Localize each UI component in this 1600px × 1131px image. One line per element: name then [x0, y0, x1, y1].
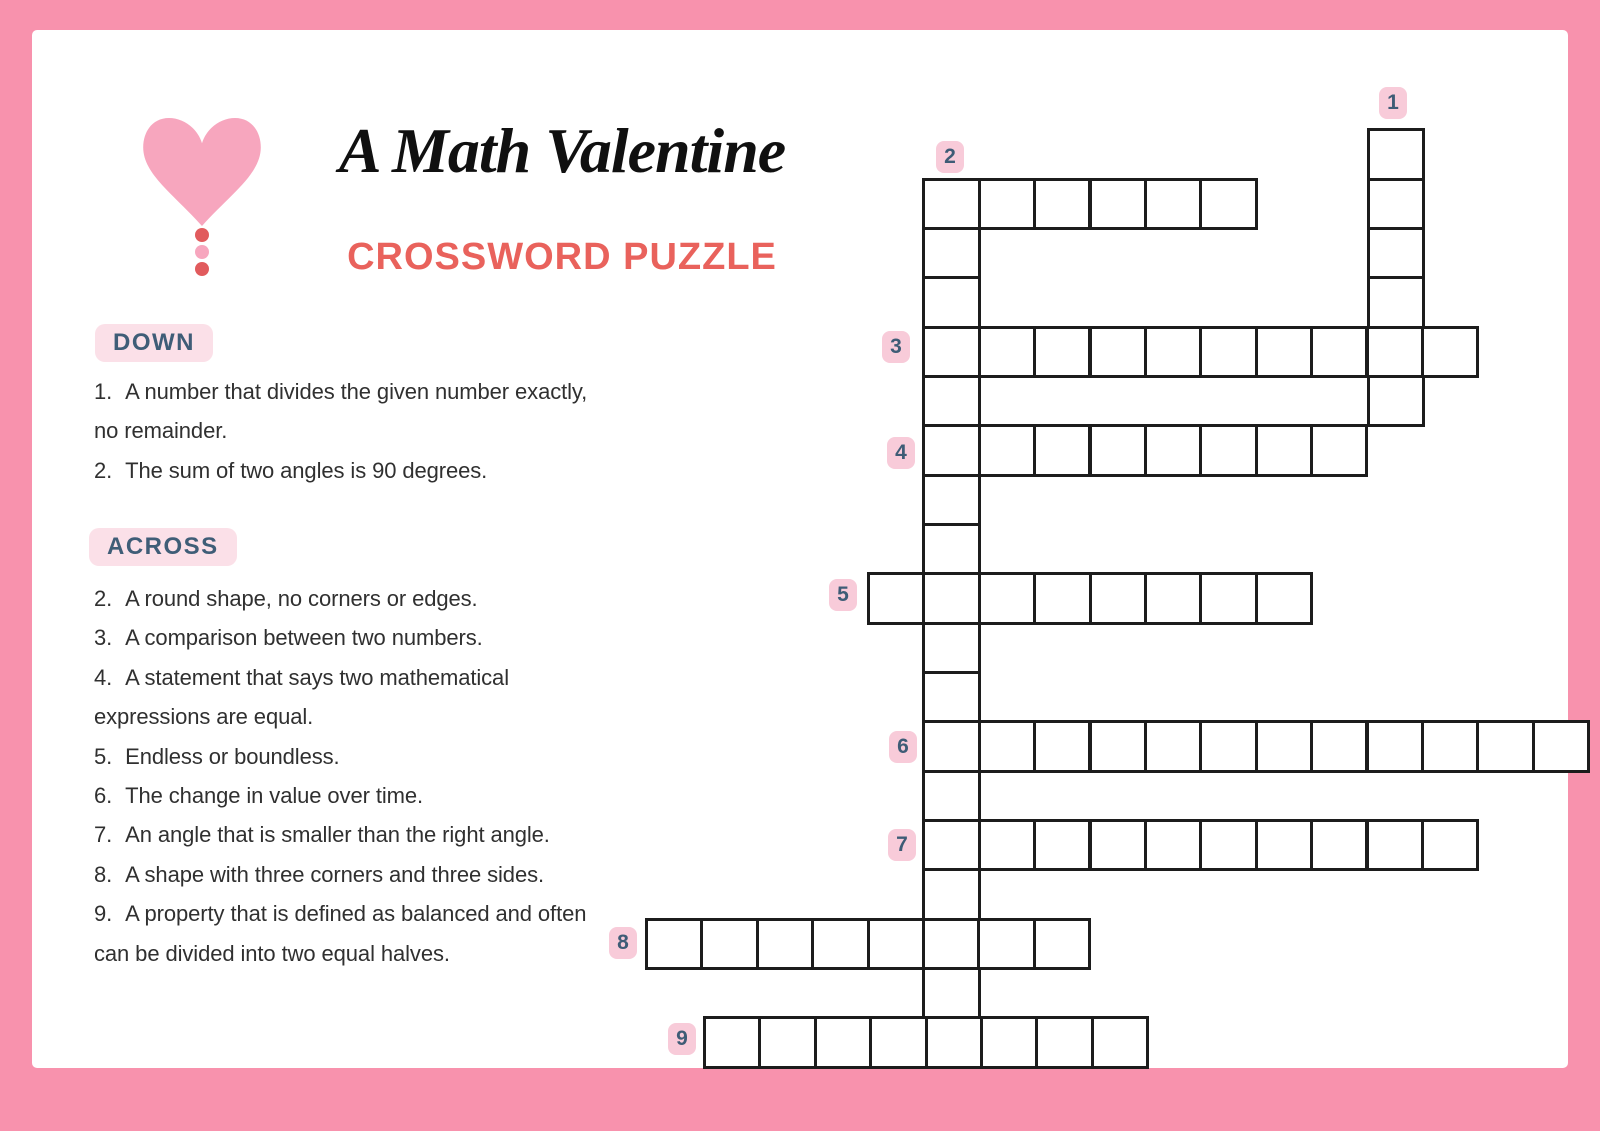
across-9-row-cell: [980, 1016, 1038, 1068]
across-7-row-cell: [1421, 819, 1479, 871]
across-3-row-cell: [1089, 326, 1147, 378]
clue-badge-9: 9: [668, 1023, 696, 1055]
down-section-header: DOWN: [95, 324, 213, 362]
across-6-row-cell: [1476, 720, 1534, 772]
across-3-row-cell: [922, 326, 980, 378]
across-5-row-cell: [978, 572, 1036, 624]
down-2-column-cell: [922, 276, 980, 328]
down-2-column-cell: [922, 227, 980, 279]
across-9-row-cell: [869, 1016, 927, 1068]
across-4-row-cell: [1033, 424, 1091, 476]
clue-number: 9.: [94, 901, 113, 927]
across-7-row-cell: [1366, 819, 1424, 871]
clue-badge-1: 1: [1379, 87, 1407, 119]
across-clue-7: [94, 815, 599, 854]
down-1-column-cell: [1367, 227, 1425, 279]
across-8-row-cell: [922, 918, 980, 970]
across-6-row-cell: [1532, 720, 1590, 772]
down-2-column-cell: [922, 868, 980, 920]
down-1-column-cell: [1367, 375, 1425, 427]
across-3-row-cell: [1199, 326, 1257, 378]
across-6-row-cell: [1144, 720, 1202, 772]
clue-number: 1.: [94, 379, 113, 404]
clue-text: The sum of two angles is 90 degrees.: [125, 457, 488, 483]
clue-number: 6.: [94, 783, 113, 809]
across-6-row-cell: [1199, 720, 1257, 772]
across-4-row-cell: [1089, 424, 1147, 476]
across-5-row-cell: [1089, 572, 1147, 624]
across-7-row-cell: [1144, 819, 1202, 871]
across-3-row-cell: [1255, 326, 1313, 378]
across-9-row-cell: [758, 1016, 816, 1068]
across-4-row-cell: [1199, 424, 1257, 476]
clue-badge-3: 3: [882, 331, 910, 363]
clue-number: 7.: [94, 822, 113, 848]
across-4-row-cell: [1310, 424, 1368, 476]
across-5-row-cell: [1199, 572, 1257, 624]
heart-icon: [142, 116, 262, 228]
clue-badge-5: 5: [829, 579, 857, 611]
across-clue-3: [94, 618, 599, 657]
down-2-column-cell: [922, 375, 980, 427]
clue-text: A number that divides the given number exactly, no remainder.: [94, 379, 588, 444]
clue-text: A statement that says two mathematical expressions are equal.: [94, 664, 509, 730]
down-2-column-cell: [922, 474, 980, 526]
clue-text: Endless or boundless.: [125, 743, 340, 769]
across-clue-6: [94, 776, 599, 815]
clue-badge-4: 4: [887, 437, 915, 469]
clue-number: 3.: [94, 625, 113, 651]
across-9-row-cell: [1091, 1016, 1149, 1068]
across-2-row-cell: [922, 178, 980, 230]
across-4-row-cell: [978, 424, 1036, 476]
across-9-row-cell: [925, 1016, 983, 1068]
across-6-row-cell: [1310, 720, 1368, 772]
down-clue-list: [94, 372, 599, 490]
across-7-row-cell: [922, 819, 980, 871]
clue-text: A round shape, no corners or edges.: [125, 586, 478, 611]
across-6-row-cell: [1089, 720, 1147, 772]
across-8-row-cell: [756, 918, 814, 970]
across-6-row-cell: [978, 720, 1036, 772]
clue-text: The change in value over time.: [125, 783, 423, 809]
down-2-column-cell: [922, 967, 980, 1019]
down-2-column-cell: [922, 671, 980, 723]
dot-icon: [195, 262, 209, 276]
down-2-column-cell: [922, 523, 980, 575]
across-7-row-cell: [978, 819, 1036, 871]
clue-text: A comparison between two numbers.: [125, 625, 483, 651]
across-4-row-cell: [922, 424, 980, 476]
across-6-row-cell: [1033, 720, 1091, 772]
across-7-row-cell: [1255, 819, 1313, 871]
across-7-row-cell: [1033, 819, 1091, 871]
across-5-row-cell: [1144, 572, 1202, 624]
across-6-row-cell: [1255, 720, 1313, 772]
across-7-row-cell: [1310, 819, 1368, 871]
across-5-row-cell: [1255, 572, 1313, 624]
across-4-row-cell: [1144, 424, 1202, 476]
across-clue-9: [94, 894, 599, 973]
across-7-row-cell: [1089, 819, 1147, 871]
dot-icon: [195, 245, 209, 259]
across-section-header: ACROSS: [89, 528, 237, 566]
clue-text: An angle that is smaller than the right angle.: [125, 822, 550, 848]
across-6-row-cell: [1421, 720, 1479, 772]
across-8-row-cell: [977, 918, 1035, 970]
page-title: A Math Valentine: [338, 115, 786, 186]
across-6-row-cell: [1366, 720, 1424, 772]
across-2-row-cell: [1033, 178, 1091, 230]
across-6-row-cell: [922, 720, 980, 772]
clue-text: A shape with three corners and three sides.: [125, 861, 544, 887]
dot-icon: [195, 228, 209, 242]
clue-text: A property that is defined as balanced and often can be divided into two equal halves.: [94, 901, 587, 966]
down-clue-2: [94, 451, 599, 490]
across-9-row-cell: [814, 1016, 872, 1068]
clue-number: 4.: [94, 664, 113, 690]
across-3-row-cell: [1421, 326, 1479, 378]
down-1-column-cell: [1367, 178, 1425, 230]
across-clue-4: [94, 658, 599, 737]
across-3-row-cell: [1366, 326, 1424, 378]
across-2-row-cell: [978, 178, 1036, 230]
down-1-column-cell: [1367, 128, 1425, 180]
down-clue-1: [94, 372, 599, 451]
down-2-column-cell: [922, 770, 980, 822]
across-3-row-cell: [1310, 326, 1368, 378]
across-9-row-cell: [1035, 1016, 1093, 1068]
across-2-row-cell: [1199, 178, 1257, 230]
page-subtitle: CROSSWORD PUZZLE: [347, 236, 777, 278]
clue-number: 8.: [94, 861, 113, 887]
down-1-column-cell: [1367, 276, 1425, 328]
across-2-row-cell: [1089, 178, 1147, 230]
across-5-row-cell: [867, 572, 925, 624]
across-8-row-cell: [867, 918, 925, 970]
clue-badge-6: 6: [889, 731, 917, 763]
across-clue-8: [94, 855, 599, 894]
across-9-row-cell: [703, 1016, 761, 1068]
clue-badge-2: 2: [936, 141, 964, 173]
clue-badge-7: 7: [888, 829, 916, 861]
across-clue-5: [94, 737, 599, 776]
clue-badge-8: 8: [609, 927, 637, 959]
across-3-row-cell: [1033, 326, 1091, 378]
worksheet-page: [32, 30, 1568, 1068]
clue-number: 2.: [94, 586, 113, 611]
clue-number: 2.: [94, 457, 113, 483]
across-8-row-cell: [811, 918, 869, 970]
across-5-row-cell: [1033, 572, 1091, 624]
across-3-row-cell: [978, 326, 1036, 378]
across-7-row-cell: [1199, 819, 1257, 871]
across-clue-list: [94, 579, 599, 973]
across-3-row-cell: [1144, 326, 1202, 378]
clue-number: 5.: [94, 743, 113, 769]
across-5-row-cell: [922, 572, 980, 624]
down-2-column-cell: [922, 622, 980, 674]
across-8-row-cell: [700, 918, 758, 970]
across-8-row-cell: [1033, 918, 1091, 970]
across-clue-2: [94, 579, 599, 618]
across-8-row-cell: [645, 918, 703, 970]
across-2-row-cell: [1144, 178, 1202, 230]
across-4-row-cell: [1255, 424, 1313, 476]
